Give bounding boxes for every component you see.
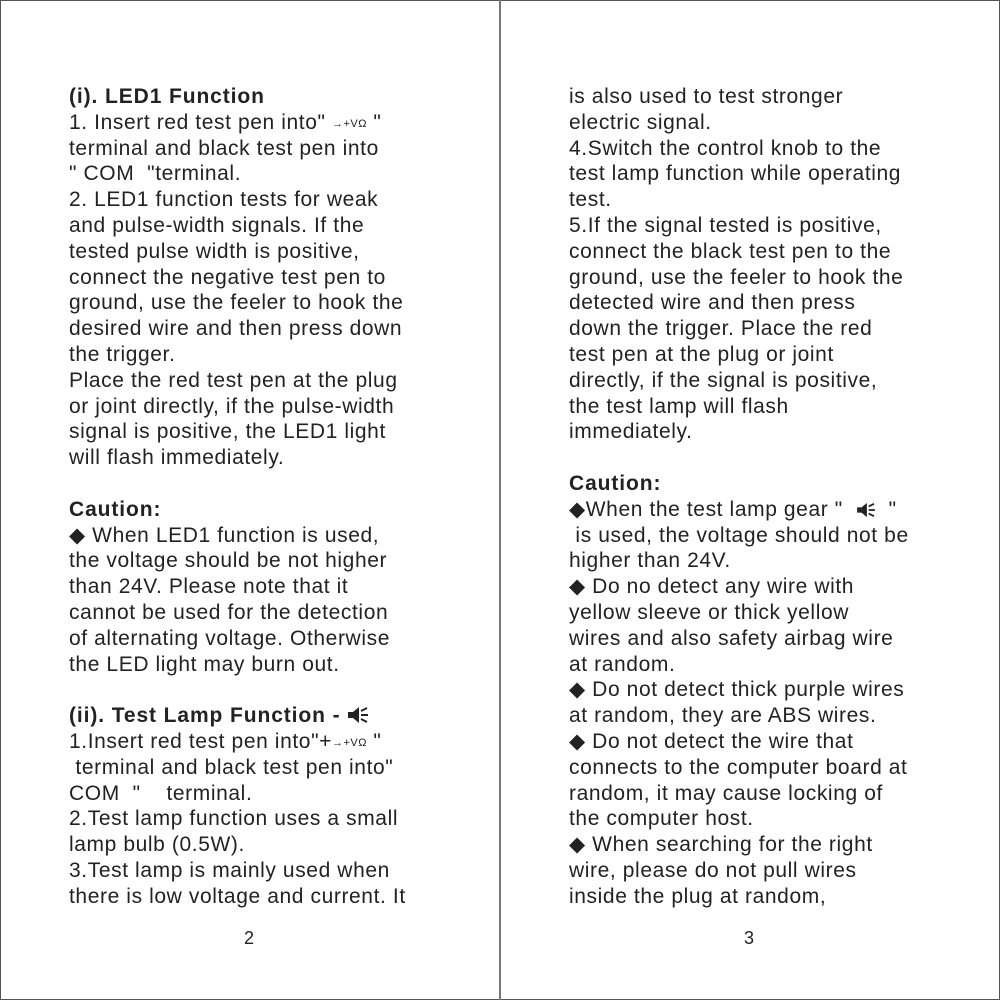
text-segment: 1.Insert red test pen into"+ (69, 729, 332, 753)
text-line: directly, if the signal is positive, (569, 368, 878, 392)
text-line: test pen at the plug or joint (569, 342, 834, 366)
text-line (69, 729, 439, 755)
text-line: will flash immediately. (69, 446, 285, 470)
text-line: at random. (569, 652, 676, 676)
text-line: inside the plug at random, (569, 884, 827, 908)
diode-voltage-ohm-symbol: →+VΩ (332, 117, 367, 130)
text-line: higher than 24V. (569, 549, 731, 573)
text-line: and pulse-width signals. If the (69, 213, 365, 237)
text-line: test lamp function while operating (569, 162, 902, 186)
text-line: ◆ Do not detect thick purple wires (569, 678, 905, 702)
text-line: the LED light may burn out. (69, 652, 340, 676)
text-line (569, 497, 939, 523)
text-line: 2. LED1 function tests for weak (69, 188, 379, 212)
text-line: cannot be used for the detection (69, 600, 389, 624)
section-title-led1: (i). LED1 Function (69, 85, 265, 108)
text-line: 5.If the signal tested is positive, (569, 213, 882, 237)
text-line: " COM "terminal. (69, 162, 242, 186)
text-line (69, 110, 439, 136)
text-line: tested pulse width is positive, (69, 239, 360, 263)
text-line: wires and also safety airbag wire (569, 626, 894, 650)
text-line: the trigger. (69, 342, 176, 366)
text-line: desired wire and then press down (69, 317, 403, 341)
text-line: the test lamp will flash (569, 394, 789, 418)
text-line: connect the negative test pen to (69, 265, 386, 289)
text-line: ground, use the feeler to hook the (569, 265, 904, 289)
text-segment: " (366, 110, 382, 134)
text-line: 2.Test lamp function uses a small (69, 807, 399, 831)
speaker-icon (347, 706, 369, 724)
text-line: terminal and black test pen into (69, 136, 379, 160)
text-line: test. (569, 188, 612, 212)
text-line: lamp bulb (0.5W). (69, 833, 245, 857)
text-line: wire, please do not pull wires (569, 858, 857, 882)
text-line: Place the red test pen at the plug (69, 368, 398, 392)
page-divider (499, 0, 501, 1000)
speaker-icon (856, 502, 876, 518)
text-segment: ◆When the test lamp gear " (569, 497, 856, 521)
text-line: the voltage should be not higher (69, 549, 388, 573)
spacer (569, 445, 939, 471)
text-line: electric signal. (569, 110, 712, 134)
left-page (69, 84, 439, 910)
text-line: ◆ Do not detect the wire that (569, 729, 854, 753)
text-line: ground, use the feeler to hook the (69, 291, 404, 315)
text-line: down the trigger. Place the red (569, 317, 873, 341)
text-line: terminal and black test pen into" (69, 755, 394, 779)
text-line: 4.Switch the control knob to the (569, 136, 882, 160)
text-line: yellow sleeve or thick yellow (569, 600, 850, 624)
text-line: connects to the computer board at (569, 755, 908, 779)
text-line: ◆ Do no detect any wire with (569, 575, 855, 599)
text-segment: " (875, 497, 897, 521)
text-line: random, it may cause locking of (569, 781, 883, 805)
page-number: 3 (744, 928, 755, 948)
text-line: is also used to test stronger (569, 85, 844, 108)
text-line: there is low voltage and current. It (69, 884, 406, 908)
text-line: connect the black test pen to the (569, 239, 892, 263)
spacer (69, 471, 439, 497)
section-title-text: (ii). Test Lamp Function - (69, 704, 348, 728)
text-line: is used, the voltage should not be (569, 523, 909, 547)
text-line: or joint directly, if the pulse-width (69, 394, 395, 418)
text-line: of alternating voltage. Otherwise (69, 626, 390, 650)
page-number: 2 (244, 928, 255, 948)
section-title-test-lamp (69, 703, 439, 729)
text-line: COM " terminal. (69, 781, 253, 805)
text-line: at random, they are ABS wires. (569, 704, 877, 728)
spacer (69, 677, 439, 703)
caution-title: Caution: (69, 497, 162, 521)
text-line: 3.Test lamp is mainly used when (69, 858, 390, 882)
text-line: ◆ When LED1 function is used, (69, 523, 380, 547)
text-line: the computer host. (569, 807, 754, 831)
right-page (569, 84, 939, 910)
text-line: signal is positive, the LED1 light (69, 420, 386, 444)
caution-title: Caution: (569, 471, 662, 495)
text-segment: 1. Insert red test pen into" (69, 110, 332, 134)
text-line: immediately. (569, 420, 693, 444)
text-line: ◆ When searching for the right (569, 833, 873, 857)
text-segment: " (366, 729, 382, 753)
text-line: detected wire and then press (569, 291, 856, 315)
diode-voltage-ohm-symbol: →+VΩ (332, 736, 367, 749)
text-line: than 24V. Please note that it (69, 575, 349, 599)
